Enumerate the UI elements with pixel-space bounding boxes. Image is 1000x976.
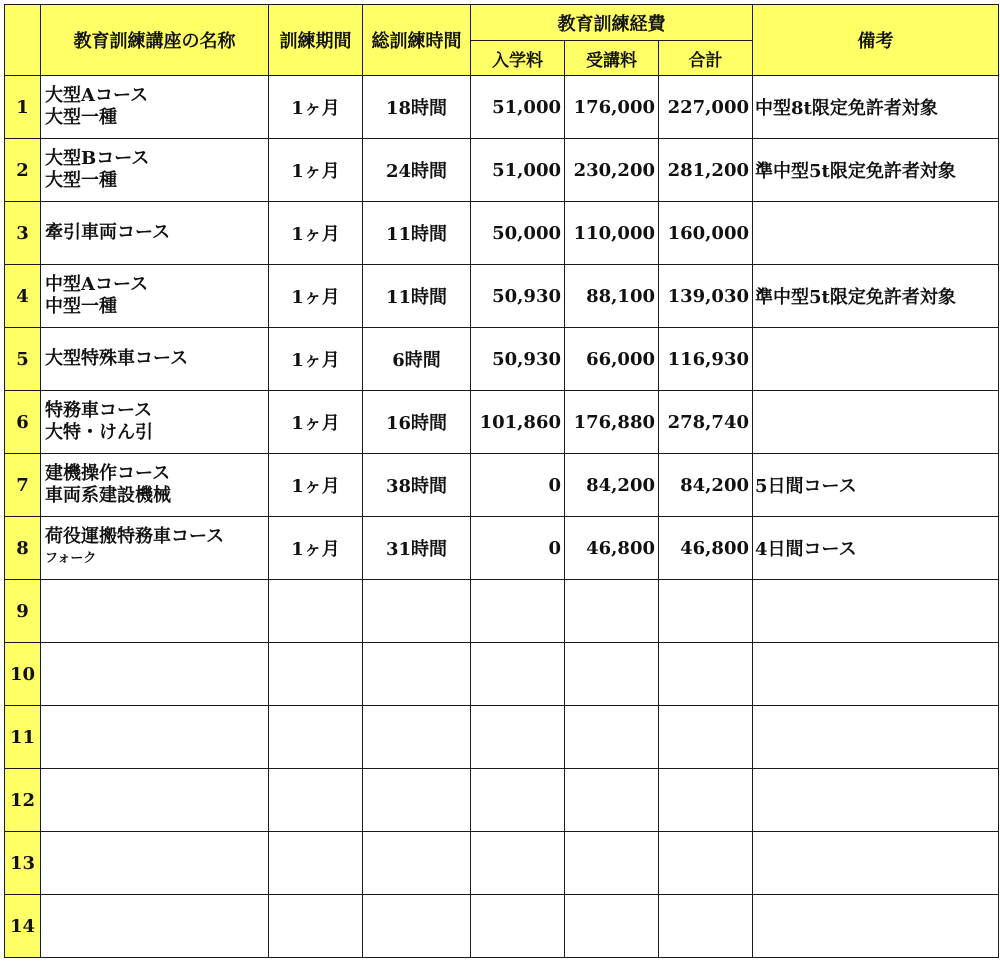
entrance-fee-cell bbox=[471, 895, 565, 958]
tuition-cell bbox=[565, 706, 659, 769]
period-cell: 1ヶ月 bbox=[269, 265, 363, 328]
course-name: 大型Aコース bbox=[45, 85, 149, 106]
table-row bbox=[5, 832, 999, 895]
total-cell bbox=[659, 643, 753, 706]
tuition-cell: 84,200 bbox=[565, 454, 659, 517]
course-name-cell bbox=[41, 328, 269, 391]
course-name-cell bbox=[41, 76, 269, 139]
entrance-fee-cell bbox=[471, 580, 565, 643]
row-number: 13 bbox=[5, 832, 41, 895]
total-cell: 160,000 bbox=[659, 202, 753, 265]
remarks-cell bbox=[753, 328, 999, 391]
table-row bbox=[5, 580, 999, 643]
header-cost-group: 教育訓練経費 bbox=[471, 5, 753, 41]
table-row bbox=[5, 391, 999, 454]
period-cell: 1ヶ月 bbox=[269, 454, 363, 517]
table-row bbox=[5, 328, 999, 391]
table-row bbox=[5, 454, 999, 517]
remarks-cell bbox=[753, 202, 999, 265]
row-number: 11 bbox=[5, 706, 41, 769]
course-subname: 大型一種 bbox=[45, 107, 117, 128]
course-subname: 大型一種 bbox=[45, 170, 117, 191]
course-name-cell bbox=[41, 643, 269, 706]
hours-cell: 18時間 bbox=[363, 76, 471, 139]
tuition-cell: 230,200 bbox=[565, 139, 659, 202]
hours-cell bbox=[363, 895, 471, 958]
header-period: 訓練期間 bbox=[269, 5, 363, 76]
row-number: 6 bbox=[5, 391, 41, 454]
period-cell: 1ヶ月 bbox=[269, 328, 363, 391]
header-remarks: 備考 bbox=[753, 5, 999, 76]
total-cell bbox=[659, 706, 753, 769]
period-cell bbox=[269, 580, 363, 643]
remarks-cell bbox=[753, 706, 999, 769]
period-cell bbox=[269, 643, 363, 706]
table-row bbox=[5, 517, 999, 580]
entrance-fee-cell: 50,000 bbox=[471, 202, 565, 265]
course-name-cell bbox=[41, 706, 269, 769]
period-cell: 1ヶ月 bbox=[269, 391, 363, 454]
row-number: 8 bbox=[5, 517, 41, 580]
tuition-cell bbox=[565, 832, 659, 895]
table-row bbox=[5, 706, 999, 769]
entrance-fee-cell: 50,930 bbox=[471, 328, 565, 391]
row-number: 1 bbox=[5, 76, 41, 139]
total-cell: 227,000 bbox=[659, 76, 753, 139]
remarks-cell: 準中型5t限定免許者対象 bbox=[753, 265, 999, 328]
header-course-name: 教育訓練講座の名称 bbox=[41, 5, 269, 76]
entrance-fee-cell bbox=[471, 832, 565, 895]
row-number: 14 bbox=[5, 895, 41, 958]
hours-cell: 6時間 bbox=[363, 328, 471, 391]
entrance-fee-cell: 0 bbox=[471, 454, 565, 517]
tuition-cell: 176,000 bbox=[565, 76, 659, 139]
period-cell bbox=[269, 895, 363, 958]
header-number-blank bbox=[5, 5, 41, 76]
header-tuition: 受講料 bbox=[565, 41, 659, 76]
table-row bbox=[5, 139, 999, 202]
course-name-cell bbox=[41, 139, 269, 202]
remarks-cell: 中型8t限定免許者対象 bbox=[753, 76, 999, 139]
table-row bbox=[5, 202, 999, 265]
total-cell: 278,740 bbox=[659, 391, 753, 454]
course-name-cell bbox=[41, 517, 269, 580]
total-cell bbox=[659, 580, 753, 643]
row-number: 9 bbox=[5, 580, 41, 643]
entrance-fee-cell bbox=[471, 643, 565, 706]
row-number: 2 bbox=[5, 139, 41, 202]
remarks-cell bbox=[753, 643, 999, 706]
total-cell bbox=[659, 895, 753, 958]
total-cell: 281,200 bbox=[659, 139, 753, 202]
hours-cell: 16時間 bbox=[363, 391, 471, 454]
remarks-cell: 準中型5t限定免許者対象 bbox=[753, 139, 999, 202]
hours-cell: 24時間 bbox=[363, 139, 471, 202]
remarks-cell bbox=[753, 769, 999, 832]
total-cell bbox=[659, 769, 753, 832]
course-name-cell bbox=[41, 832, 269, 895]
header-entrance-fee: 入学料 bbox=[471, 41, 565, 76]
entrance-fee-cell bbox=[471, 706, 565, 769]
hours-cell: 11時間 bbox=[363, 265, 471, 328]
tuition-cell bbox=[565, 895, 659, 958]
course-subname: 大特・けん引 bbox=[45, 422, 153, 443]
tuition-cell bbox=[565, 643, 659, 706]
course-name: 大型特殊車コース bbox=[45, 348, 189, 369]
course-name: 中型Aコース bbox=[45, 274, 149, 295]
entrance-fee-cell: 101,860 bbox=[471, 391, 565, 454]
hours-cell: 31時間 bbox=[363, 517, 471, 580]
remarks-cell bbox=[753, 895, 999, 958]
hours-cell bbox=[363, 580, 471, 643]
entrance-fee-cell: 50,930 bbox=[471, 265, 565, 328]
remarks-cell bbox=[753, 580, 999, 643]
course-name: 荷役運搬特務車コース bbox=[45, 526, 225, 547]
course-subname: 車両系建設機械 bbox=[45, 485, 171, 506]
remarks-cell bbox=[753, 832, 999, 895]
course-name-cell bbox=[41, 895, 269, 958]
entrance-fee-cell: 0 bbox=[471, 517, 565, 580]
course-name-cell bbox=[41, 580, 269, 643]
course-name-cell bbox=[41, 769, 269, 832]
period-cell bbox=[269, 706, 363, 769]
tuition-cell bbox=[565, 580, 659, 643]
course-name-cell bbox=[41, 202, 269, 265]
tuition-cell: 110,000 bbox=[565, 202, 659, 265]
table-row bbox=[5, 76, 999, 139]
total-cell: 116,930 bbox=[659, 328, 753, 391]
course-name-cell bbox=[41, 454, 269, 517]
table-row bbox=[5, 643, 999, 706]
row-number: 3 bbox=[5, 202, 41, 265]
header-total: 合計 bbox=[659, 41, 753, 76]
period-cell bbox=[269, 832, 363, 895]
total-cell: 84,200 bbox=[659, 454, 753, 517]
row-number: 7 bbox=[5, 454, 41, 517]
table-row bbox=[5, 265, 999, 328]
course-subname: フォーク bbox=[45, 551, 97, 566]
period-cell: 1ヶ月 bbox=[269, 139, 363, 202]
course-name: 建機操作コース bbox=[45, 463, 171, 484]
tuition-cell: 66,000 bbox=[565, 328, 659, 391]
tuition-cell: 88,100 bbox=[565, 265, 659, 328]
row-number: 4 bbox=[5, 265, 41, 328]
remarks-cell: 4日間コース bbox=[753, 517, 999, 580]
course-subname: 中型一種 bbox=[45, 296, 117, 317]
row-number: 5 bbox=[5, 328, 41, 391]
hours-cell bbox=[363, 832, 471, 895]
table-row bbox=[5, 769, 999, 832]
course-name: 特務車コース bbox=[45, 400, 153, 421]
hours-cell bbox=[363, 706, 471, 769]
period-cell: 1ヶ月 bbox=[269, 202, 363, 265]
tuition-cell: 176,880 bbox=[565, 391, 659, 454]
total-cell bbox=[659, 832, 753, 895]
total-cell: 139,030 bbox=[659, 265, 753, 328]
total-cell: 46,800 bbox=[659, 517, 753, 580]
entrance-fee-cell: 51,000 bbox=[471, 76, 565, 139]
course-name: 大型Bコース bbox=[45, 148, 150, 169]
course-name-cell bbox=[41, 391, 269, 454]
row-number: 12 bbox=[5, 769, 41, 832]
period-cell: 1ヶ月 bbox=[269, 76, 363, 139]
row-number: 10 bbox=[5, 643, 41, 706]
table-body bbox=[5, 76, 999, 958]
course-name: 牽引車両コース bbox=[45, 222, 171, 243]
period-cell: 1ヶ月 bbox=[269, 517, 363, 580]
course-table bbox=[4, 4, 999, 958]
remarks-cell bbox=[753, 391, 999, 454]
table-row bbox=[5, 895, 999, 958]
tuition-cell: 46,800 bbox=[565, 517, 659, 580]
entrance-fee-cell bbox=[471, 769, 565, 832]
header-total-hours: 総訓練時間 bbox=[363, 5, 471, 76]
entrance-fee-cell: 51,000 bbox=[471, 139, 565, 202]
hours-cell bbox=[363, 769, 471, 832]
tuition-cell bbox=[565, 769, 659, 832]
period-cell bbox=[269, 769, 363, 832]
hours-cell: 11時間 bbox=[363, 202, 471, 265]
course-name-cell bbox=[41, 265, 269, 328]
hours-cell: 38時間 bbox=[363, 454, 471, 517]
hours-cell bbox=[363, 643, 471, 706]
remarks-cell: 5日間コース bbox=[753, 454, 999, 517]
